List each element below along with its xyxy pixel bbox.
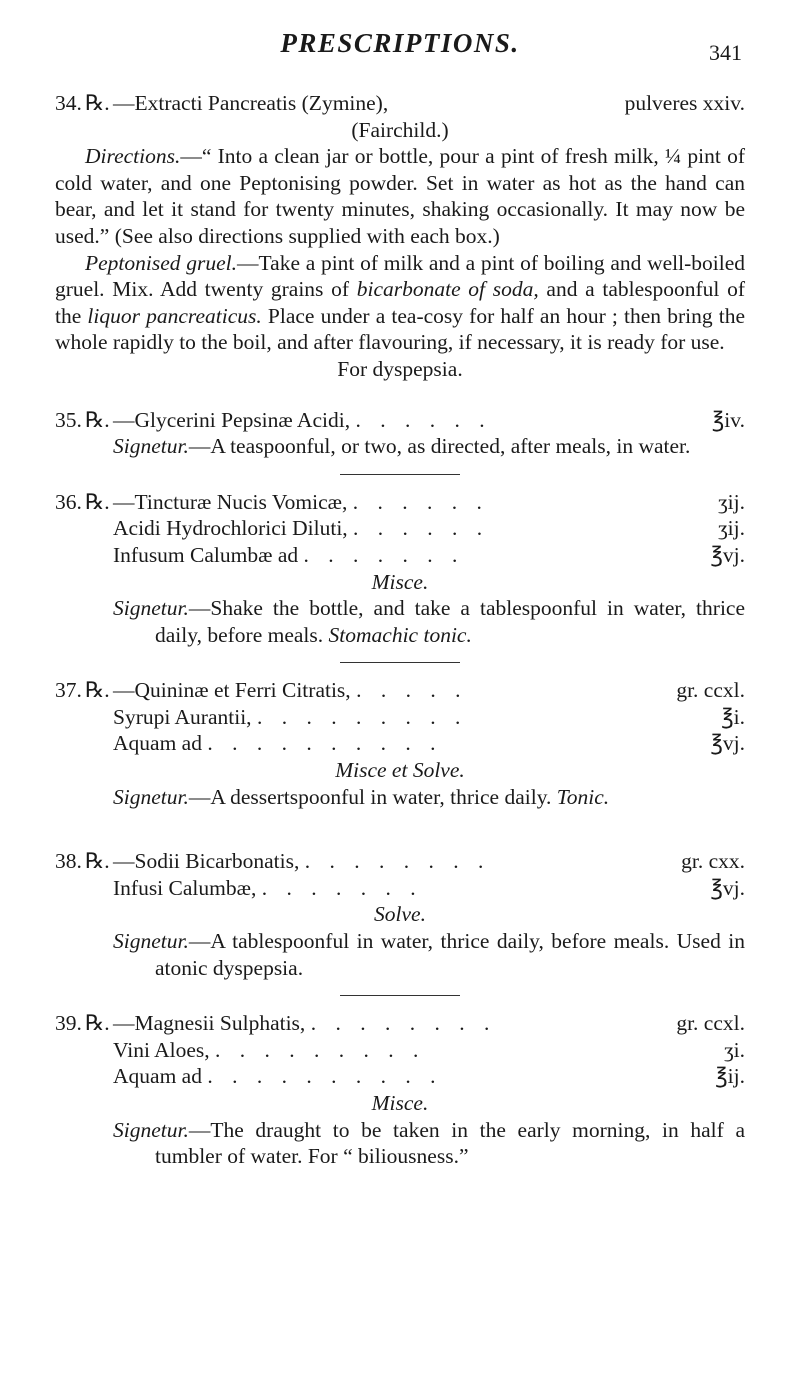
misce-instruction: Misce. (371, 569, 429, 594)
ingredient-text: Infusum Calumbæ ad (113, 542, 299, 567)
ingredient-text: —Magnesii Sulphatis, (113, 1011, 306, 1036)
prescription-39 (55, 1010, 745, 1170)
directions-label: Directions. (85, 144, 181, 169)
leader-dots: . . . . . . . (261, 875, 423, 900)
leader-dots: . . . . . . . . . (256, 704, 468, 729)
leader-dots: . . . . . . (352, 489, 489, 514)
page-content (55, 90, 745, 1170)
ingredient-name (113, 704, 721, 731)
leader-dots: . . . . . . (355, 407, 492, 432)
signetur-text: —A teaspoonful, or two, as directed, after meals, in water. (188, 434, 691, 459)
rx-number: 35. (55, 407, 82, 432)
ingredient-text: Aquam ad (113, 731, 202, 756)
rx-number: 39. (55, 1011, 82, 1036)
ingredient-amount: ℥vj. (710, 875, 745, 900)
gruel-italic: bicarbonate of soda, (356, 277, 539, 302)
leader-dots: . . . . . . . . . . (207, 1064, 443, 1089)
ingredient-name: —Extracti Pancreatis (Zymine), (113, 91, 389, 115)
signetur-label: Signetur. (113, 596, 189, 621)
rx-number: 36. (55, 489, 82, 514)
ingredient-text: —Tincturæ Nucis Vomicæ, (113, 489, 348, 514)
ingredient-amount: ʒi. (724, 1037, 745, 1062)
ingredient-name (113, 515, 718, 542)
gruel-text: —Take a pint of milk and a pint of boiling and well-boiled gruel. Mix. Add twenty grains of (55, 250, 745, 302)
gruel-text: and a tablespoonful of the (55, 277, 746, 328)
ingredient-text: Syrupi Aurantii, (113, 704, 252, 729)
ingredient-amount: ʒij. (718, 516, 745, 541)
signetur-paragraph (55, 928, 745, 981)
gruel-paragraph (55, 250, 745, 356)
leader-dots: . . . . . . . . (310, 1011, 497, 1036)
use-note: For dyspepsia. (337, 356, 463, 381)
ingredient-name (113, 875, 710, 902)
rx-number: 38. (55, 849, 82, 874)
signetur-text: —A dessertspoonful in water, thrice daily. (188, 784, 557, 809)
running-head: PRESCRIPTIONS. (280, 28, 520, 58)
signetur-italic: Tonic. (556, 784, 610, 809)
signetur-paragraph (55, 595, 745, 648)
leader-dots: . . . . . . . . . (215, 1037, 426, 1062)
ingredient-name (113, 1010, 676, 1037)
ingredient-amount: ℥vj. (710, 731, 745, 756)
misce-instruction: Misce. (371, 1091, 429, 1115)
rx-number: 37. (55, 678, 82, 703)
prescription-35 (55, 407, 745, 460)
recipe-symbol: ℞. (85, 678, 110, 703)
page-number: 341 (709, 40, 742, 65)
ingredient-amount: pulveres xxiv. (624, 91, 745, 115)
signetur-label: Signetur. (113, 784, 189, 809)
leader-dots: . . . . . . . . . . (207, 731, 443, 756)
gruel-italic: liquor pancreaticus. (87, 303, 262, 328)
signetur-label: Signetur. (113, 1117, 189, 1142)
ingredient-name (113, 677, 676, 704)
ingredient-text: —Glycerini Pepsinæ Acidi, (113, 407, 351, 432)
prescription-37 (55, 677, 745, 810)
ingredient-text: Aquam ad (113, 1064, 202, 1089)
ingredient-amount: ℥iv. (711, 407, 745, 432)
ingredient-amount: ℥i. (721, 704, 745, 729)
rx-number: 34. (55, 91, 82, 115)
signetur-label: Signetur. (113, 434, 189, 459)
ingredient-text: —Sodii Bicarbonatis, (113, 849, 300, 874)
signetur-text: —Shake the bottle, and take a tablespoonful in water, thrice daily, before meals. (155, 596, 745, 647)
ingredient-name (113, 1037, 724, 1064)
recipe-symbol: ℞. (85, 1011, 110, 1036)
recipe-symbol: ℞. (85, 91, 110, 115)
ingredient-name (113, 848, 681, 875)
ingredient-amount: ℥vj. (710, 542, 745, 567)
leader-dots: . . . . . (356, 678, 468, 703)
ingredient-text: Acidi Hydrochlorici Diluti, (113, 516, 348, 541)
signetur-label: Signetur. (113, 929, 189, 954)
signetur-paragraph (55, 784, 745, 811)
leader-dots: . . . . . . (353, 516, 490, 541)
leader-dots: . . . . . . . . (304, 849, 491, 874)
ingredient-name (113, 407, 712, 434)
recipe-symbol: ℞. (85, 407, 110, 432)
directions-paragraph (55, 143, 745, 249)
section-divider (340, 995, 460, 996)
gruel-text: Place under a tea-cosy for half an hour ; then bring the whole rapidly to the boil, and after flavouring, if necessary, it is ready for use. (55, 303, 745, 355)
ingredient-text: Infusi Calumbæ, (113, 875, 257, 900)
signetur-paragraph (55, 433, 745, 460)
ingredient-amount: gr. ccxl. (676, 1011, 745, 1036)
gruel-label: Peptonised gruel. (85, 250, 238, 275)
section-divider (340, 474, 460, 475)
prescription-38 (55, 848, 745, 981)
prescription-34 (55, 90, 745, 383)
prescription-36 (55, 489, 745, 649)
signetur-text: —A tablespoonful in water, thrice daily, before meals. Used in atonic dyspepsia. (155, 929, 745, 980)
recipe-symbol: ℞. (85, 849, 110, 874)
directions-text: —“ Into a clean jar or bottle, pour a pint of fresh milk, ¼ pint of cold water, and one Peptonising powder. Set in water as hot as the hand can bear, and let it stand for twenty minutes, shaking occasionally. It may now be used.” (See also directions supplied with each box.) (55, 144, 745, 248)
signetur-italic: Stomachic tonic. (328, 622, 472, 647)
ingredient-name (113, 1063, 715, 1090)
ingredient-amount: ℥ij. (715, 1064, 745, 1089)
ingredient-name (113, 542, 710, 569)
ingredient-amount: ʒij. (718, 489, 745, 514)
signetur-paragraph (55, 1117, 745, 1170)
ingredient-amount: gr. ccxl. (676, 678, 745, 703)
ingredient-text: Vini Aloes, (113, 1037, 210, 1062)
ingredient-name (113, 489, 718, 516)
recipe-symbol: ℞. (85, 489, 110, 514)
manufacturer: (Fairchild.) (351, 117, 449, 142)
misce-instruction: Solve. (374, 902, 426, 927)
leader-dots: . . . . . . . (303, 542, 465, 567)
ingredient-text: —Quininæ et Ferri Citratis, (113, 678, 351, 703)
misce-instruction: Misce et Solve. (335, 758, 465, 783)
section-divider (340, 662, 460, 663)
ingredient-amount: gr. cxx. (681, 849, 745, 874)
signetur-text: —The draught to be taken in the early morning, in half a tumbler of water. For “ biliousness.” (155, 1117, 745, 1169)
ingredient-name (113, 730, 710, 757)
